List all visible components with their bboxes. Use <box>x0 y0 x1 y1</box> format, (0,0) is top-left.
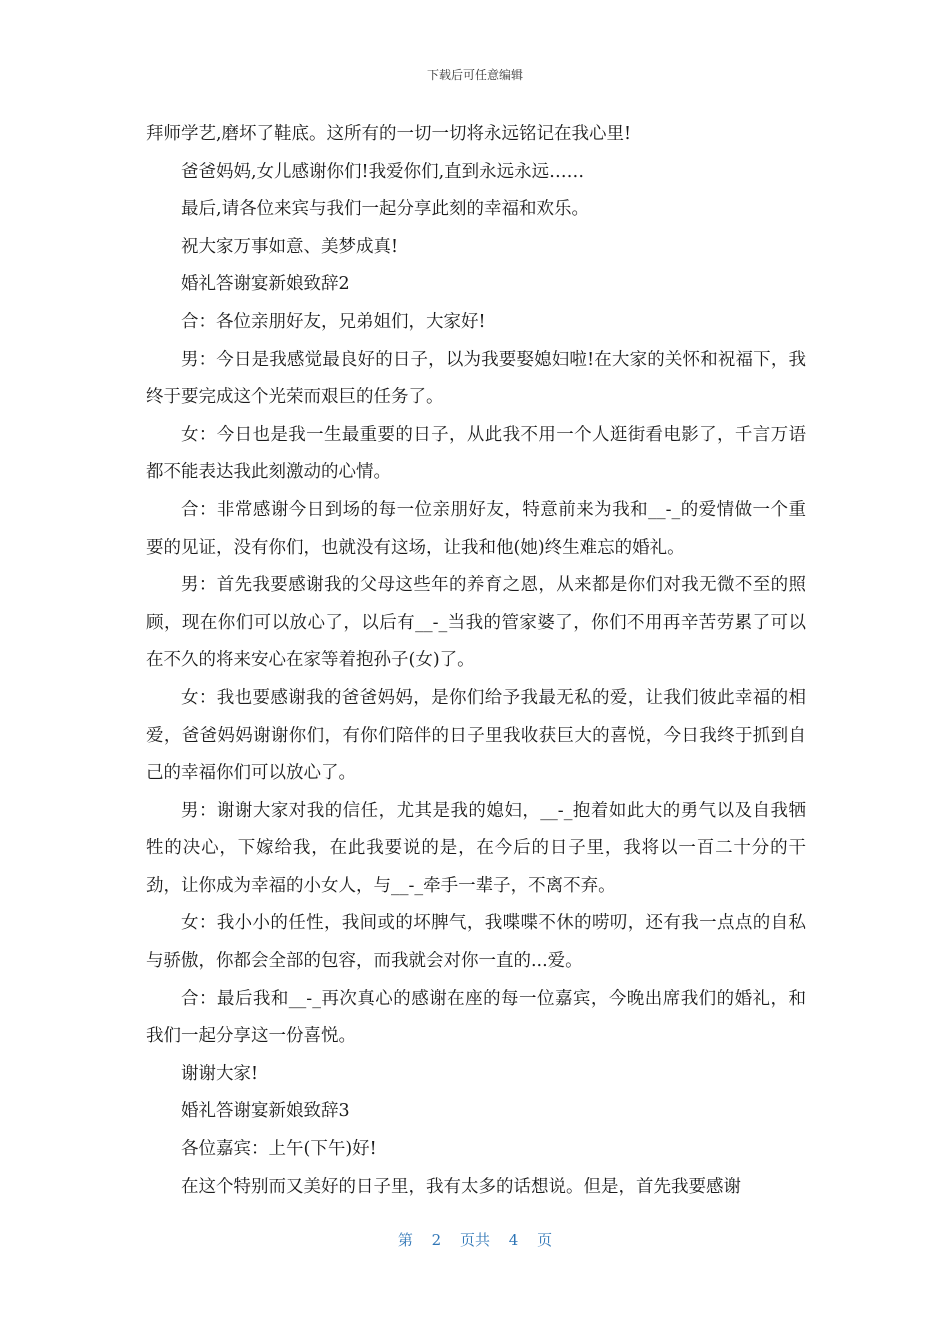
footer-label-of: 页共 <box>459 1231 490 1249</box>
paragraph-1: 拜师学艺,磨坏了鞋底。这所有的一切一切将永远铭记在我心里! <box>146 124 632 144</box>
footer-label-page: 第 <box>397 1231 413 1249</box>
paragraph-4: 祝大家万事如意、美梦成真! <box>181 236 399 257</box>
section-heading-3: 婚礼答谢宴新娘致辞3 <box>181 1101 350 1122</box>
page-header: 下载后可任意编辑 <box>426 68 523 82</box>
page-footer <box>0 1229 950 1250</box>
paragraph-3: 最后,请各位来宾与我们一起分享此刻的幸福和欢乐。 <box>181 199 590 220</box>
paragraph-2: 爸爸妈妈,女儿感谢你们!我爱你们,直到永远永远…… <box>181 161 585 182</box>
paragraph-9: 合：非常感谢今日到场的每一位亲朋好友，特意前来为我和__-_的爱情做一个重要的见证，没有你们，也就没有这场，让我和他(她)终生难忘的婚礼。 <box>146 499 806 558</box>
paragraph-18: 在这个特别而又美好的日子里，我有太多的话想说。但是，首先我要感谢 <box>181 1176 741 1197</box>
paragraph-8: 女：今日也是我一生最重要的日子，从此我不用一个人逛街看电影了，千言万语都不能表达我此刻激动的心情。 <box>146 424 806 483</box>
paragraph-17: 各位嘉宾：上午(下午)好! <box>181 1139 377 1160</box>
paragraph-10: 男：首先我要感谢我的父母这些年的养育之恩，从来都是你们对我无微不至的照顾，现在你们可以放心了，以后有__-_当我的管家婆了，你们不用再辛苦劳累了可以在不久的将来安心在家等着抱孙子(女)了。 <box>146 575 806 671</box>
document-body <box>146 116 806 1206</box>
paragraph-12: 男：谢谢大家对我的信任，尤其是我的媳妇，__-_抱着如此大的勇气以及自我牺牲的决心，下嫁给我，在此我要说的是，在今后的日子里，我将以一百二十分的干劲，让你成为幸福的小女人，与__-_牵手一辈子，不离不弃。 <box>146 800 806 896</box>
footer-total-pages: 4 <box>508 1231 519 1249</box>
paragraph-7: 男：今日是我感觉最良好的日子，以为我要娶媳妇啦!在大家的关怀和祝福下，我终于要完成这个光荣而艰巨的任务了。 <box>146 349 806 408</box>
footer-label-end: 页 <box>537 1231 553 1249</box>
footer-current-page: 2 <box>431 1231 442 1249</box>
paragraph-13: 女：我小小的任性，我间或的坏脾气，我喋喋不休的唠叨，还有我一点点的自私与骄傲，你都会全部的包容，而我就会对你一直的...爱。 <box>146 913 806 972</box>
paragraph-6: 合：各位亲朋好友，兄弟姐们，大家好! <box>181 311 486 332</box>
paragraph-15: 谢谢大家! <box>181 1063 259 1084</box>
section-heading-2: 婚礼答谢宴新娘致辞2 <box>181 274 350 295</box>
paragraph-14: 合：最后我和__-_再次真心的感谢在座的每一位嘉宾，今晚出席我们的婚礼，和我们一起分享这一份喜悦。 <box>146 988 806 1047</box>
paragraph-11: 女：我也要感谢我的爸爸妈妈，是你们给予我最无私的爱，让我们彼此幸福的相爱，爸爸妈妈谢谢你们，有你们陪伴的日子里我收获巨大的喜悦，今日我终于抓到自己的幸福你们可以放心了。 <box>146 687 806 784</box>
